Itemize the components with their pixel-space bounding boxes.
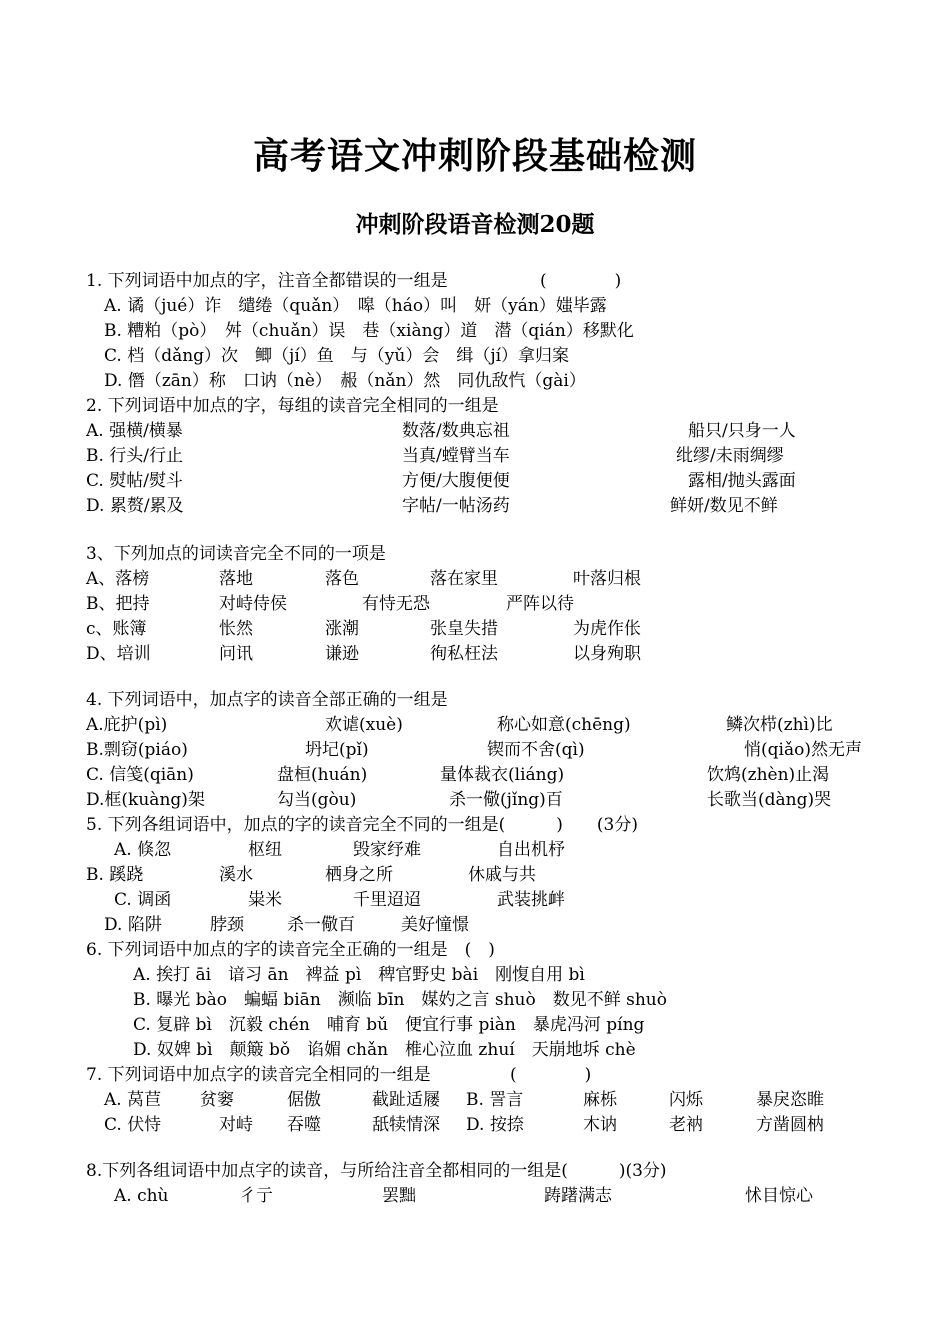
question-5-b-col2: 溪水 <box>219 865 253 885</box>
question-7-r2-c2: 对峙 <box>219 1115 253 1135</box>
question-8-a-col1: A. chù <box>114 1186 169 1206</box>
question-3-d-col4: 徇私枉法 <box>430 644 498 664</box>
question-5-stem: 5. 下列各组词语中，加点的字的读音完全不同的一组是( ) (3分) <box>86 815 638 835</box>
question-5-b-col3: 栖身之所 <box>325 865 393 885</box>
question-7-r2-c4: 舐犊情深 <box>372 1115 440 1135</box>
question-6-option-d: D. 奴婢 bì 颠簸 bǒ 谄媚 chǎn 椎心泣血 zhuí 天崩地坼 chè <box>133 1040 636 1060</box>
question-2-b-col3: 纰缪/未雨绸缪 <box>676 446 784 466</box>
question-2-a-col3: 船只/只身一人 <box>688 421 796 441</box>
question-1-stem: 1. 下列词语中加点的字，注音全都错误的一组是 <box>86 271 448 291</box>
question-6-option-a: A. 挨打 āi 谙习 ān 裨益 pì 稗官野史 bài 刚愎自用 bì <box>133 965 585 985</box>
question-5-a-col1: A. 倏忽 <box>114 840 172 860</box>
question-7-r1-c2: 贫窭 <box>200 1090 234 1110</box>
question-2-a-col2: 数落/数典忘祖 <box>402 421 510 441</box>
question-2-d-col2: 字帖/一帖汤药 <box>402 496 510 516</box>
question-5-d-col3: 杀一儆百 <box>287 915 355 935</box>
question-3-c-col5: 为虎作伥 <box>573 619 641 639</box>
question-4-stem: 4. 下列词语中，加点字的读音全部正确的一组是 <box>86 690 448 710</box>
question-3-d-col5: 以身殉职 <box>573 644 641 664</box>
question-3-c-col4: 张皇失措 <box>430 619 498 639</box>
question-7-r2-c7: 老衲 <box>669 1115 703 1135</box>
question-8-a-col3: 罢黜 <box>382 1186 416 1206</box>
question-5-a-col4: 自出机杼 <box>497 840 565 860</box>
question-2-stem: 2. 下列词语中加点的字，每组的读音完全相同的一组是 <box>86 396 499 416</box>
question-3-d-col3: 谦逊 <box>325 644 359 664</box>
question-4-a-col4: 鳞次栉(zhì)比 <box>726 715 833 735</box>
question-3-d-col2: 问讯 <box>219 644 253 664</box>
question-3-b-col1: B、把持 <box>86 594 150 614</box>
question-2-c-col1: C. 熨帖/熨斗 <box>86 471 183 491</box>
question-1-answer-paren: ( ) <box>540 271 622 291</box>
question-5-c-col3: 千里迢迢 <box>353 890 421 910</box>
question-4-d-col4: 长歌当(dàng)哭 <box>707 790 832 810</box>
question-8-a-col5: 怵目惊心 <box>745 1186 813 1206</box>
question-4-a-col1: A.庇护(pì) <box>86 715 168 735</box>
question-4-c-col4: 饮鸩(zhèn)止渴 <box>707 765 830 785</box>
question-3-b-col4: 严阵以待 <box>506 594 574 614</box>
question-6-option-b: B. 曝光 bào 蝙蝠 biān 濒临 bīn 媒妁之言 shuò 数见不鲜 shuò <box>133 990 667 1010</box>
question-5-d-col2: 脖颈 <box>210 915 244 935</box>
question-8-a-col2: 彳亍 <box>239 1186 273 1206</box>
question-7-r2-c3: 吞噬 <box>287 1115 321 1135</box>
question-1-option-a: A. 谲（jué）诈 缱绻（quǎn） 嗥（háo）叫 妍（yán）媸毕露 <box>104 296 607 316</box>
question-6-stem: 6. 下列词语中加点的字的读音完全正确的一组是 ( ) <box>86 940 495 960</box>
question-2-a-col1: A. 强横/横暴 <box>86 421 183 441</box>
question-5-c-col1: C. 调函 <box>114 890 172 910</box>
question-8-stem: 8.下列各组词语中加点字的读音，与所给注音全都相同的一组是( )(3分) <box>86 1161 667 1181</box>
question-3-a-col2: 落地 <box>219 569 253 589</box>
question-7-r2-c6: 木讷 <box>583 1115 617 1135</box>
question-2-c-col2: 方便/大腹便便 <box>402 471 510 491</box>
question-4-a-col3: 称心如意(chēng) <box>497 715 631 735</box>
question-6-option-c: C. 复辟 bì 沉毅 chén 哺育 bǔ 便宜行事 piàn 暴虎冯河 píng <box>133 1015 645 1035</box>
question-5-d-col1: D. 陷阱 <box>104 915 162 935</box>
question-4-b-col3: 锲而不舍(qì) <box>487 740 585 760</box>
question-3-c-col1: c、账簿 <box>86 619 147 639</box>
question-1-option-c: C. 档（dǎng）次 鲫（jí）鱼 与（yǔ）会 缉（jí）拿归案 <box>104 346 570 366</box>
question-4-b-col4: 悄(qiǎo)然无声 <box>744 740 862 760</box>
question-7-r1-c8: 暴戾恣睢 <box>756 1090 824 1110</box>
question-3-stem: 3、下列加点的词读音完全不同的一项是 <box>86 544 386 564</box>
question-4-d-col2: 勾当(gòu) <box>277 790 357 810</box>
question-5-c-col2: 粜米 <box>248 890 282 910</box>
question-3-a-col4: 落在家里 <box>430 569 498 589</box>
question-2-c-col3: 露相/抛头露面 <box>688 471 796 491</box>
question-3-a-col3: 落色 <box>325 569 359 589</box>
question-4-b-col1: B.剽窃(piáo) <box>86 740 188 760</box>
question-4-b-col2: 坍圮(pǐ) <box>305 740 369 760</box>
question-7-r1-c7: 闪烁 <box>669 1090 703 1110</box>
question-5-d-col4: 美好憧憬 <box>401 915 469 935</box>
question-7-r1-c4: 截趾适屦 <box>372 1090 440 1110</box>
question-1-option-b: B. 糟粕（pò） 舛（chuǎn）误 巷（xiàng）道 潜（qián）移默化 <box>104 321 634 341</box>
question-5-b-col4: 休戚与共 <box>468 865 536 885</box>
question-3-c-col2: 怅然 <box>219 619 253 639</box>
question-2-d-col1: D. 累赘/累及 <box>86 496 184 516</box>
question-2-b-col2: 当真/螳臂当车 <box>402 446 510 466</box>
question-7-r2-c1: C. 伏恃 <box>104 1115 162 1135</box>
question-4-d-col3: 杀一儆(jǐng)百 <box>449 790 563 810</box>
question-5-a-col2: 枢纽 <box>248 840 282 860</box>
question-3-c-col3: 涨潮 <box>325 619 359 639</box>
question-4-c-col1: C. 信笺(qiān) <box>86 765 194 785</box>
question-2-d-col3: 鲜妍/数见不鲜 <box>670 496 778 516</box>
question-4-d-col1: D.框(kuàng)架 <box>86 790 205 810</box>
question-7-r2-c5: D. 按捺 <box>466 1115 524 1135</box>
question-7-stem: 7. 下列词语中加点字的读音完全相同的一组是 <box>86 1065 431 1085</box>
question-7-r1-c1: A. 莴苣 <box>104 1090 162 1110</box>
question-5-b-col1: B. 蹊跷 <box>86 865 144 885</box>
question-7-r2-c8: 方凿圆枘 <box>756 1115 824 1135</box>
question-3-b-col3: 有恃无恐 <box>362 594 430 614</box>
page-title: 高考语文冲刺阶段基础检测 <box>252 135 697 177</box>
question-7-answer-paren: ( ) <box>510 1065 592 1085</box>
question-2-b-col1: B. 行头/行止 <box>86 446 184 466</box>
question-4-a-col2: 欢谑(xuè) <box>325 715 403 735</box>
question-3-d-col1: D、培训 <box>86 644 151 664</box>
question-1-option-d: D. 僭（zān）称 口讷（nè） 赧（nǎn）然 同仇敌忾（gài） <box>104 371 586 391</box>
question-3-b-col2: 对峙侍侯 <box>219 594 287 614</box>
question-7-r1-c6: 麻栎 <box>583 1090 617 1110</box>
question-7-r1-c5: B. 詈言 <box>466 1090 524 1110</box>
page-subtitle: 冲刺阶段语音检测20题 <box>355 211 595 238</box>
question-3-a-col1: A、落榜 <box>86 569 150 589</box>
question-8-a-col4: 踌躇满志 <box>544 1186 612 1206</box>
question-7-r1-c3: 倨傲 <box>287 1090 321 1110</box>
question-5-a-col3: 毁家纾难 <box>353 840 421 860</box>
question-4-c-col2: 盘桓(huán) <box>277 765 368 785</box>
question-5-c-col4: 武装挑衅 <box>497 890 565 910</box>
question-4-c-col3: 量体裁衣(liáng) <box>440 765 565 785</box>
question-3-a-col5: 叶落归根 <box>573 569 641 589</box>
